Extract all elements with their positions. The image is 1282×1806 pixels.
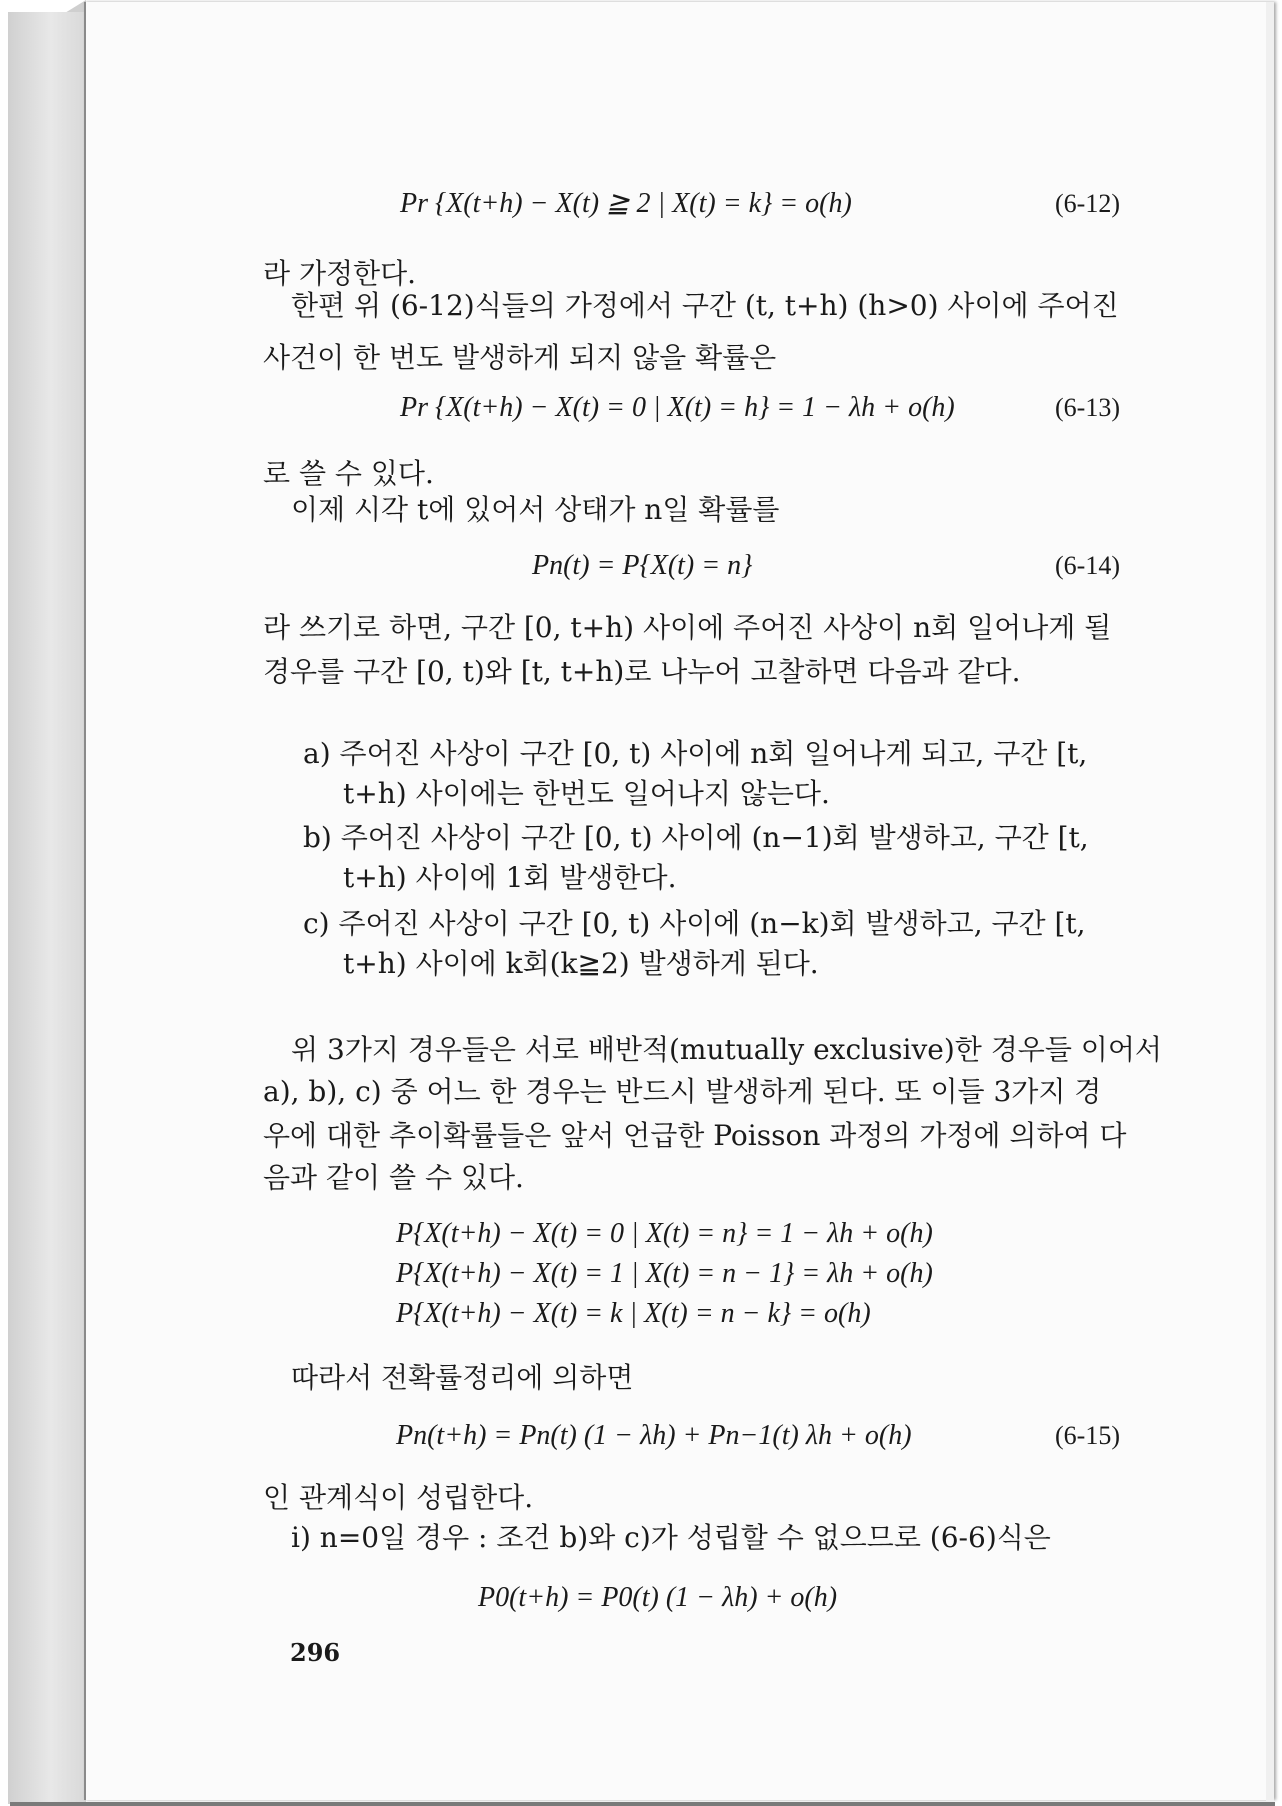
page-number: 296: [290, 1638, 341, 1667]
equation-6-15: Pn(t+h) = Pn(t) (1 − λh) + Pn−1(t) λh + o(h): [396, 1420, 912, 1451]
transition-equation-2: P{X(t+h) − X(t) = 1 | X(t) = n − 1} = λh + o(h): [396, 1258, 933, 1289]
text-line-10: i) n=0일 경우 : 조건 b)와 c)가 성립할 수 없으므로 (6-6)식은: [291, 1521, 1051, 1554]
page-bottom-edge: [10, 1802, 1275, 1806]
text-line-8: 따라서 전확률정리에 의하면: [291, 1361, 634, 1394]
text-line-6: 라 쓰기로 하면, 구간 [0, t+h) 사이에 주어진 사상이 n회 일어나게 될: [263, 611, 1112, 644]
transition-equation-1: P{X(t+h) − X(t) = 0 | X(t) = n} = 1 − λh + o(h): [396, 1218, 933, 1249]
equation-6-14: Pn(t) = P{X(t) = n}: [532, 550, 753, 581]
equation-number-6-12: (6-12): [1055, 189, 1120, 218]
case-c-line-2: t+h) 사이에 k회(k≧2) 발생하게 된다.: [343, 947, 819, 980]
text-line-1: 라 가정한다.: [263, 257, 417, 290]
book-spine: [8, 12, 86, 1804]
text-line-3: 사건이 한 번도 발생하게 되지 않을 확률은: [263, 341, 777, 374]
paragraph-line-3: 우에 대한 추이확률들은 앞서 언급한 Poisson 과정의 가정에 의하여 다: [263, 1119, 1127, 1152]
equation-6-13: Pr {X(t+h) − X(t) = 0 | X(t) = h} = 1 − λh + o(h): [400, 392, 955, 423]
equation-number-6-13: (6-13): [1055, 393, 1120, 422]
text-line-9: 인 관계식이 성립한다.: [263, 1481, 534, 1514]
page-edge: [1266, 2, 1274, 1802]
text-line-7: 경우를 구간 [0, t)와 [t, t+h)로 나누어 고찰하면 다음과 같다.: [263, 655, 1021, 688]
text-line-5: 이제 시각 t에 있어서 상태가 n일 확률를: [291, 493, 780, 526]
equation-number-6-14: (6-14): [1055, 551, 1120, 580]
equation-6-12: Pr {X(t+h) − X(t) ≧ 2 | X(t) = k} = o(h): [400, 188, 852, 219]
case-a-line-1: a) 주어진 사상이 구간 [0, t) 사이에 n회 일어나게 되고, 구간 [t,: [303, 737, 1088, 770]
equation-p0: P0(t+h) = P0(t) (1 − λh) + o(h): [478, 1582, 838, 1613]
equation-number-6-15: (6-15): [1055, 1421, 1120, 1450]
paragraph-line-2: a), b), c) 중 어느 한 경우는 반드시 발생하게 된다. 또 이들 3가지 경: [263, 1075, 1102, 1108]
case-b-line-2: t+h) 사이에 1회 발생한다.: [343, 861, 677, 894]
case-c-line-1: c) 주어진 사상이 구간 [0, t) 사이에 (n−k)회 발생하고, 구간 [t,: [303, 907, 1086, 940]
paragraph-line-1: 위 3가지 경우들은 서로 배반적(mutually exclusive)한 경우들 이어서: [291, 1033, 1162, 1066]
case-b-line-1: b) 주어진 사상이 구간 [0, t) 사이에 (n−1)회 발생하고, 구간 [t,: [303, 821, 1089, 854]
case-a-line-2: t+h) 사이에는 한번도 일어나지 않는다.: [343, 777, 830, 810]
paragraph-line-4: 음과 같이 쓸 수 있다.: [263, 1161, 524, 1194]
text-line-2: 한편 위 (6-12)식들의 가정에서 구간 (t, t+h) (h>0) 사이에 주어진: [291, 289, 1119, 322]
text-line-4: 로 쓸 수 있다.: [263, 457, 434, 490]
transition-equation-3: P{X(t+h) − X(t) = k | X(t) = n − k} = o(h): [396, 1298, 871, 1329]
